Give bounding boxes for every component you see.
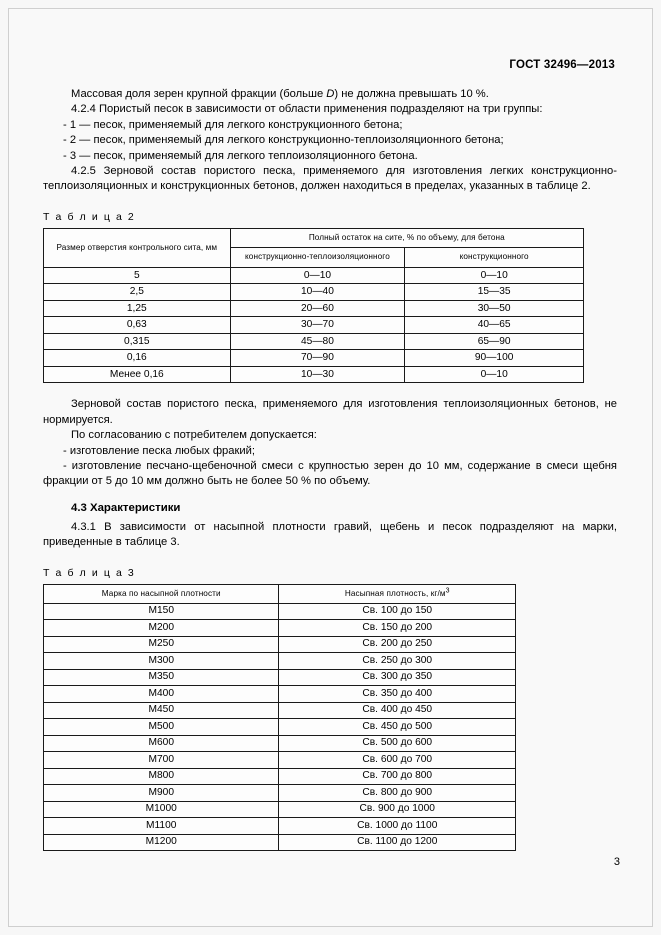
table2-cell-1: 10—30 xyxy=(230,366,405,383)
table2-th-sieve-size: Размер отверстия контрольного сита, мм xyxy=(44,228,231,267)
symbol-d: D xyxy=(326,88,335,100)
page-number: 3 xyxy=(613,856,620,868)
table-row xyxy=(44,333,584,350)
paragraph-424: 4.2.4 Пористый песок в зависимости от области применения подразделяют на три группы: xyxy=(71,103,543,116)
section-heading-43: 4.3 Характеристики xyxy=(71,501,181,514)
table3-cell-0: М800 xyxy=(44,768,279,785)
table3-cell-1: Св. 450 до 500 xyxy=(279,719,516,736)
table3-cell-1: Св. 200 до 250 xyxy=(279,636,516,653)
table3-cell-1: Св. 900 до 1000 xyxy=(279,801,516,818)
table3-head xyxy=(44,584,516,603)
paragraph-431: 4.3.1 В зависимости от насыпной плотности гравий, щебень и песок подразделяют на марки, приведенные в таблице 3. xyxy=(43,520,617,549)
table2-cell-0: Менее 0,16 xyxy=(44,366,231,383)
table3-cell-0: М600 xyxy=(44,735,279,752)
table3-cell-1: Св. 350 до 400 xyxy=(279,686,516,703)
table-row xyxy=(44,818,516,835)
table3-cell-0: М250 xyxy=(44,636,279,653)
table3-th-density xyxy=(279,584,516,603)
table2-body xyxy=(44,267,584,383)
table-row xyxy=(44,620,516,637)
table2-th-sub1: конструкционно-теплоизоляционного xyxy=(230,247,405,267)
table3-cell-0: М350 xyxy=(44,669,279,686)
document-standard-header: ГОСТ 32496—2013 xyxy=(509,59,615,71)
paragraph-coarse-fraction-post: ) не должна превышать 10 %. xyxy=(334,88,489,100)
table2-cell-1: 20—60 xyxy=(230,300,405,317)
table3-cell-0: М1000 xyxy=(44,801,279,818)
table2-cell-0: 0,315 xyxy=(44,333,231,350)
document-content xyxy=(43,59,623,851)
table2-cell-1: 45—80 xyxy=(230,333,405,350)
table-row xyxy=(44,267,584,284)
paragraph-group-2: - 2 — песок, применяемый для легкого конструкционно-теплоизоляционного бетона; xyxy=(63,134,504,147)
table-row xyxy=(44,350,584,367)
table-row xyxy=(44,284,584,301)
table-row xyxy=(44,366,584,383)
table2-cell-1: 10—40 xyxy=(230,284,405,301)
table2-cell-0: 0,16 xyxy=(44,350,231,367)
table2-th-sub2: конструкционного xyxy=(405,247,584,267)
table3-cell-0: М300 xyxy=(44,653,279,670)
table3-cell-0: М450 xyxy=(44,702,279,719)
table3-cell-0: М400 xyxy=(44,686,279,703)
table2-cell-2: 0—10 xyxy=(405,366,584,383)
spacer xyxy=(43,383,623,397)
document-sheet xyxy=(8,8,653,927)
paragraph-425: 4.2.5 Зерновой состав пористого песка, применяемого для изготовления легких конструкционно-теплоизоляционных и конструкционных бетонов, должен находиться в пределах, указанных в таблице 2. xyxy=(43,165,617,193)
table-row xyxy=(44,669,516,686)
table2-cell-2: 0—10 xyxy=(405,267,584,284)
table2-cell-2: 30—50 xyxy=(405,300,584,317)
table2-cell-1: 70—90 xyxy=(230,350,405,367)
paragraph-sand-gravel-mix: - изготовление песчано-щебеночной смеси с крупностью зерен до 10 мм, содержание в смеси щебня фракции от 5 до 10 мм должно быть не более 50 % по объему. xyxy=(43,459,617,488)
table2-cell-1: 0—10 xyxy=(230,267,405,284)
table3-caption: Т а б л и ц а 3 xyxy=(43,566,136,579)
spacer xyxy=(43,551,623,567)
table-row xyxy=(44,653,516,670)
paragraph-thermal-insulating: Зерновой состав пористого песка, применяемого для изготовления теплоизоляционных бетонов, не нормируется. xyxy=(43,398,617,426)
table3-cell-1: Св. 1100 до 1200 xyxy=(279,834,516,851)
table-bulk-density-grades xyxy=(43,584,516,852)
table3-cell-1: Св. 500 до 600 xyxy=(279,735,516,752)
table-row xyxy=(44,719,516,736)
paragraph-coarse-fraction-pre: Массовая доля зерен крупной фракции (больше xyxy=(71,88,327,100)
table-row xyxy=(44,768,516,785)
table3-cell-1: Св. 600 до 700 xyxy=(279,752,516,769)
table3-cell-1: Св. 150 до 200 xyxy=(279,620,516,637)
paragraph-coarse-fraction xyxy=(43,87,623,102)
table-row xyxy=(44,735,516,752)
table3-cell-0: М500 xyxy=(44,719,279,736)
table3-cell-0: М900 xyxy=(44,785,279,802)
table2-cell-0: 5 xyxy=(44,267,231,284)
table-row xyxy=(44,300,584,317)
table3-cell-0: М150 xyxy=(44,603,279,620)
table-row xyxy=(44,686,516,703)
table2-cell-2: 90—100 xyxy=(405,350,584,367)
table3-cell-0: М200 xyxy=(44,620,279,637)
table-grain-composition xyxy=(43,228,584,384)
table2-th-group: Полный остаток на сите, % по объему, для бетона xyxy=(230,228,583,247)
paragraph-agreement: По согласованию с потребителем допускается: xyxy=(71,429,317,442)
table3-th-grade: Марка по насыпной плотности xyxy=(44,584,279,603)
table2-cell-2: 40—65 xyxy=(405,317,584,334)
table2-caption: Т а б л и ц а 2 xyxy=(43,210,136,223)
table-row xyxy=(44,752,516,769)
table3-th-density-text: Насыпная плотность, кг/м xyxy=(344,588,446,598)
table2-cell-2: 15—35 xyxy=(405,284,584,301)
paragraph-group-3: - 3 — песок, применяемый для легкого теплоизоляционного бетона. xyxy=(63,149,418,162)
table3-body xyxy=(44,603,516,851)
table3-th-density-superscript: 3 xyxy=(445,586,450,594)
table-row xyxy=(44,702,516,719)
table3-cell-0: М1200 xyxy=(44,834,279,851)
table3-cell-0: М1100 xyxy=(44,818,279,835)
table3-cell-1: Св. 800 до 900 xyxy=(279,785,516,802)
table2-cell-0: 0,63 xyxy=(44,317,231,334)
table2-head xyxy=(44,228,584,267)
table-row xyxy=(44,834,516,851)
table3-cell-1: Св. 700 до 800 xyxy=(279,768,516,785)
table2-cell-0: 2,5 xyxy=(44,284,231,301)
paragraph-any-fractions: - изготовление песка любых фракий; xyxy=(63,444,256,457)
table3-cell-1: Св. 100 до 150 xyxy=(279,603,516,620)
table2-header-row-1 xyxy=(44,228,584,247)
table3-cell-1: Св. 300 до 350 xyxy=(279,669,516,686)
table3-cell-1: Св. 400 до 450 xyxy=(279,702,516,719)
table2-cell-0: 1,25 xyxy=(44,300,231,317)
table-row xyxy=(44,785,516,802)
spacer xyxy=(43,195,623,211)
table3-header-row xyxy=(44,584,516,603)
table2-cell-1: 30—70 xyxy=(230,317,405,334)
table-row xyxy=(44,317,584,334)
table-row xyxy=(44,636,516,653)
table2-cell-2: 65—90 xyxy=(405,333,584,350)
table3-cell-1: Св. 1000 до 1100 xyxy=(279,818,516,835)
table3-cell-0: М700 xyxy=(44,752,279,769)
paragraph-group-1: - 1 — песок, применяемый для легкого конструкционного бетона; xyxy=(63,118,403,131)
spacer xyxy=(43,490,623,502)
table-row xyxy=(44,603,516,620)
table3-cell-1: Св. 250 до 300 xyxy=(279,653,516,670)
table-row xyxy=(44,801,516,818)
